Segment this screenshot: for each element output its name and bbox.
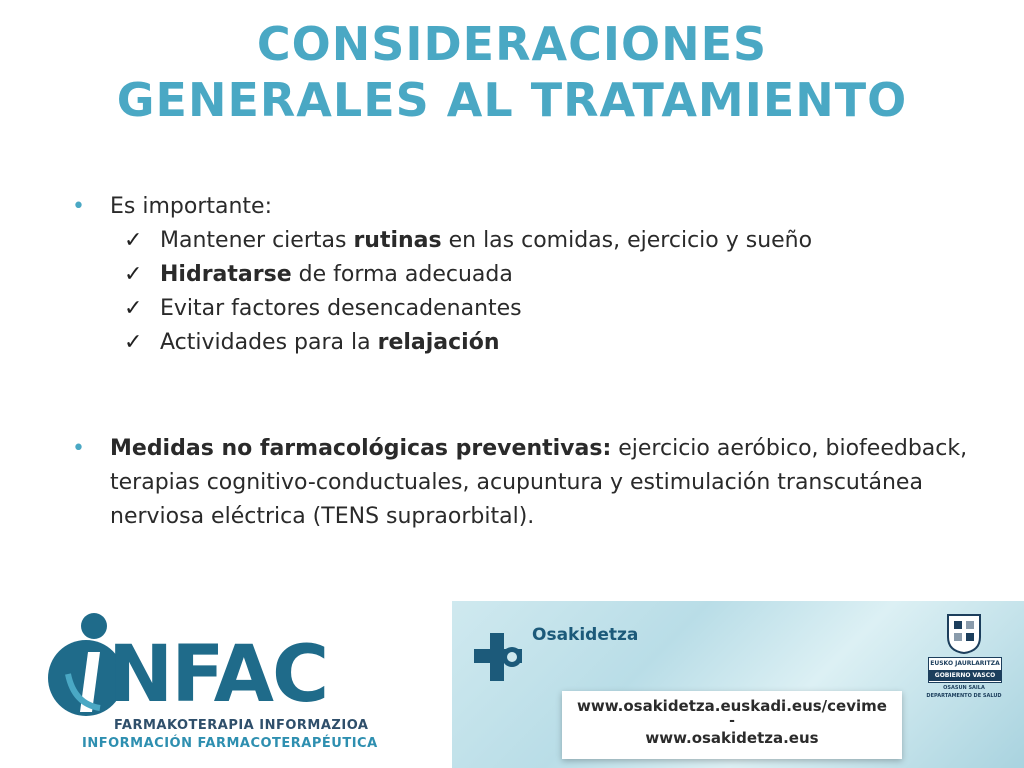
- slide-title-line1: CONSIDERACIONES: [256, 17, 768, 71]
- bullet-medidas-bold: Medidas no farmacológicas preventivas:: [110, 436, 612, 461]
- check-item: [72, 258, 972, 292]
- check-item-bold: relajación: [377, 330, 500, 355]
- infac-logo: [44, 612, 384, 762]
- check-item: [72, 292, 972, 326]
- url-osakidetza-link[interactable]: www.osakidetza.eus: [645, 729, 819, 747]
- bullet-medidas-body: ejercicio aeróbico, biofeedback, terapias cognitivo-conductuales, acupuntura y estimulación transcutánea nerviosa eléctrica (TENS supraorbital).: [110, 436, 968, 529]
- check-item-text: de forma adecuada: [291, 262, 513, 287]
- bullet-intro: Es importante:: [110, 194, 272, 219]
- gov-name-eu: EUSKO JAURLARITZA: [930, 660, 1000, 667]
- checkmark-icon: ✓: [124, 228, 143, 253]
- slide-title-line2: GENERALES AL TRATAMIENTO: [116, 73, 908, 127]
- url-box: [562, 691, 902, 759]
- gov-name-box: [928, 657, 1002, 683]
- bullet-medidas: [72, 432, 972, 534]
- check-item-bold: Hidratarse: [160, 262, 292, 287]
- checkmark-icon: ✓: [124, 330, 143, 355]
- osakidetza-cross-icon: [472, 631, 524, 683]
- slide-content: [72, 190, 972, 534]
- check-item-bold: rutinas: [353, 228, 442, 253]
- check-list: [72, 224, 972, 360]
- check-item-text: Evitar factores desencadenantes: [160, 296, 522, 321]
- osakidetza-name: Osakidetza: [532, 625, 639, 645]
- osakidetza-banner: [452, 601, 1024, 768]
- infac-word: NFAC: [108, 630, 328, 720]
- check-item-text: Mantener ciertas: [160, 228, 354, 253]
- check-item: [72, 326, 972, 360]
- checkmark-icon: ✓: [124, 296, 143, 321]
- bullet-medidas-text: [110, 432, 972, 534]
- bullet-importante: [72, 190, 972, 224]
- infac-tagline-eu: FARMAKOTERAPIA INFORMAZIOA: [114, 718, 369, 733]
- check-item-text: en las comidas, ejercicio y sueño: [441, 228, 813, 253]
- check-item: [72, 224, 972, 258]
- gov-dept-es: DEPARTAMENTO DE SALUD: [926, 693, 1002, 699]
- gov-name-es: GOBIERNO VASCO: [929, 670, 1001, 681]
- checkmark-icon: ✓: [124, 262, 143, 287]
- slide-title: [0, 16, 1024, 128]
- bullet-dot-icon: •: [72, 194, 85, 219]
- coat-of-arms-icon: [944, 611, 984, 655]
- gobierno-vasco-logo: [914, 611, 1014, 721]
- bullet-dot-icon: •: [72, 436, 85, 461]
- url-separator: -: [729, 713, 735, 729]
- gov-dept-eu: OSASUN SAILA: [943, 685, 985, 691]
- infac-tagline-es: INFORMACIÓN FARMACOTERAPÉUTICA: [82, 736, 378, 751]
- check-item-text: Actividades para la: [160, 330, 378, 355]
- url-cevime-link[interactable]: www.osakidetza.euskadi.eus/cevime: [577, 697, 887, 715]
